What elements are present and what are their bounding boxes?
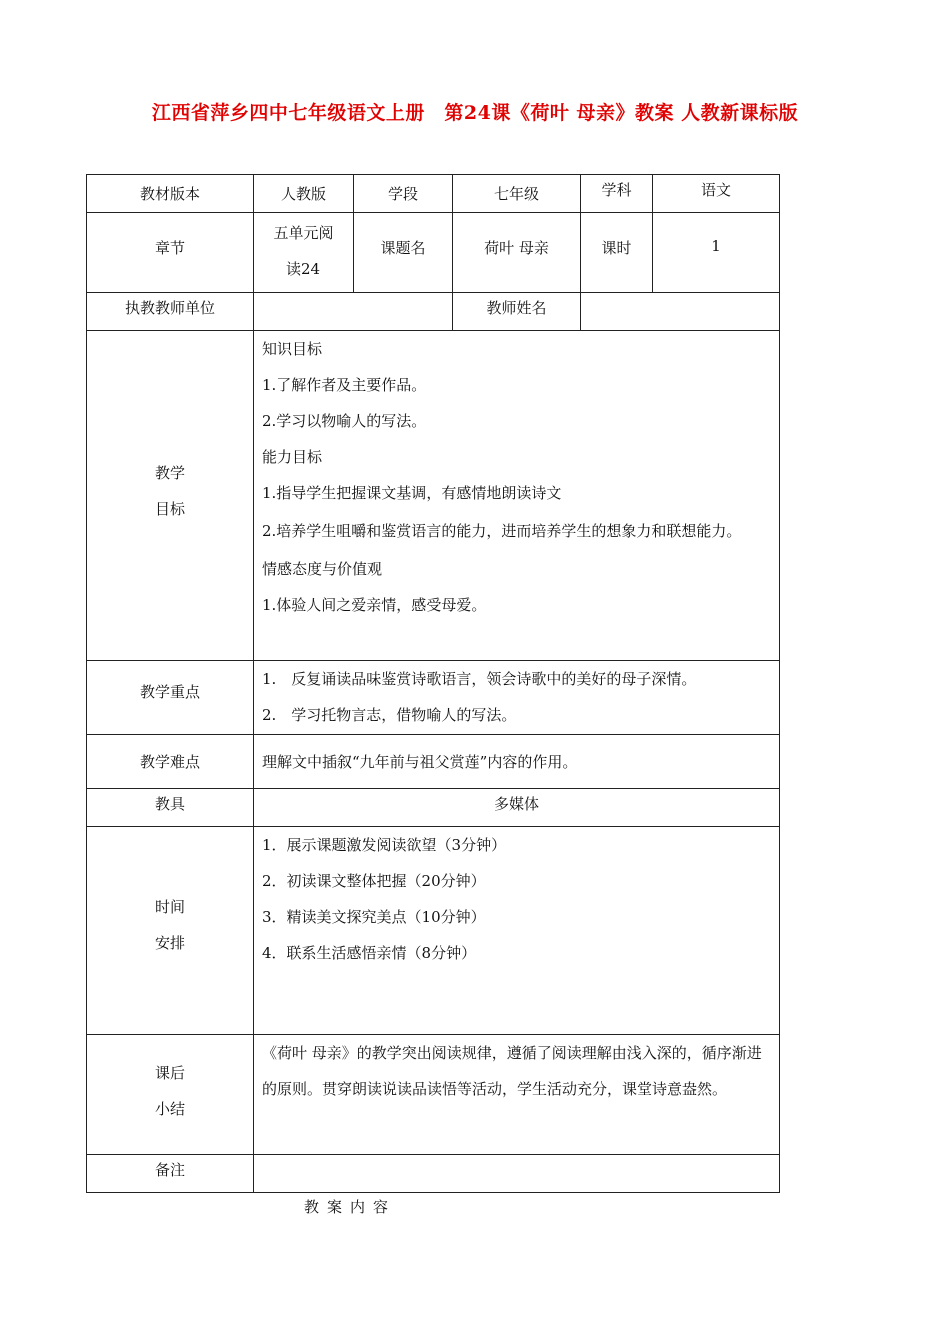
subject-label: 学科 — [581, 175, 653, 213]
unit-value — [254, 293, 453, 331]
schedule-label — [87, 827, 254, 1035]
objectives-line: 2.培养学生咀嚼和鉴赏语言的能力，进而培养学生的想象力和联想能力。 — [262, 522, 742, 540]
table-row — [87, 789, 780, 827]
objectives-line: 1.了解作者及主要作品。 — [262, 376, 427, 394]
table-row — [87, 331, 780, 661]
schedule-label-line-1: 时间 — [154, 898, 185, 916]
difficulty-label: 教学难点 — [87, 735, 254, 789]
tools-value: 多媒体 — [254, 789, 780, 827]
summary-content: 《荷叶 母亲》的教学突出阅读规律，遵循了阅读理解由浅入深的，循序渐进的原则。贯穿朗读说读品读悟等活动，学生活动充分，课堂诗意盎然。 — [254, 1035, 780, 1155]
footer-caption: 教案内容 — [304, 1198, 397, 1216]
period-value: 1 — [653, 213, 780, 293]
objectives-content — [254, 331, 780, 661]
teacher-value — [581, 293, 780, 331]
key-point-line: 1. 反复诵读品味鉴赏诗歌语言，领会诗歌中的美好的母子深情。 — [262, 670, 697, 688]
summary-label-line-2: 小结 — [154, 1100, 185, 1118]
schedule-line: 1．展示课题激发阅读欲望（3分钟） — [262, 836, 507, 854]
chapter-label: 章节 — [87, 213, 254, 293]
edition-label: 教材版本 — [87, 175, 254, 213]
table-row — [87, 1155, 780, 1193]
edition-value: 人教版 — [254, 175, 354, 213]
document-title: 江西省萍乡四中七年级语文上册 第24课《荷叶 母亲》教案 人教新课标版 — [151, 102, 799, 124]
schedule-line: 2．初读课文整体把握（20分钟） — [262, 872, 486, 890]
table-row — [87, 735, 780, 789]
key-point-line: 2. 学习托物言志，借物喻人的写法。 — [262, 706, 517, 724]
table-row — [87, 827, 780, 1035]
lesson-label: 课题名 — [354, 213, 453, 293]
schedule-label-line-2: 安排 — [154, 934, 185, 952]
objectives-label — [87, 331, 254, 661]
key-points-label: 教学重点 — [87, 661, 254, 735]
table-row — [87, 175, 780, 213]
schedule-line: 4．联系生活感悟亲情（8分钟） — [262, 944, 477, 962]
objectives-line: 能力目标 — [262, 448, 323, 466]
period-label: 课时 — [581, 213, 653, 293]
tools-label: 教具 — [87, 789, 254, 827]
table-row — [87, 661, 780, 735]
subject-value: 语文 — [653, 175, 780, 213]
objectives-label-line-2: 目标 — [154, 500, 185, 518]
notes-label: 备注 — [87, 1155, 254, 1193]
chapter-value-line-1: 五单元阅 — [273, 224, 334, 242]
summary-label-line-1: 课后 — [154, 1064, 185, 1082]
objectives-line: 1.体验人间之爱亲情，感受母爱。 — [262, 596, 487, 614]
key-points-content — [254, 661, 780, 735]
objectives-line: 情感态度与价值观 — [262, 560, 383, 578]
teacher-label: 教师姓名 — [453, 293, 581, 331]
objectives-line: 知识目标 — [262, 340, 323, 358]
schedule-line: 3．精读美文探究美点（10分钟） — [262, 908, 486, 926]
unit-label: 执教教师单位 — [87, 293, 254, 331]
table-row — [87, 1035, 780, 1155]
schedule-content — [254, 827, 780, 1035]
chapter-value — [254, 213, 354, 293]
table-row — [87, 213, 780, 293]
lesson-value: 荷叶 母亲 — [453, 213, 581, 293]
objectives-line: 1.指导学生把握课文基调，有感情地朗读诗文 — [262, 484, 562, 502]
objectives-label-line-1: 教学 — [154, 464, 185, 482]
table-row — [87, 293, 780, 331]
stage-value: 七年级 — [453, 175, 581, 213]
difficulty-content: 理解文中插叙“九年前与祖父赏莲”内容的作用。 — [254, 735, 780, 789]
stage-label: 学段 — [354, 175, 453, 213]
lesson-plan-table — [86, 174, 780, 1193]
summary-label — [87, 1035, 254, 1155]
chapter-value-line-2: 读24 — [286, 260, 321, 278]
objectives-line: 2.学习以物喻人的写法。 — [262, 412, 427, 430]
notes-value — [254, 1155, 780, 1193]
